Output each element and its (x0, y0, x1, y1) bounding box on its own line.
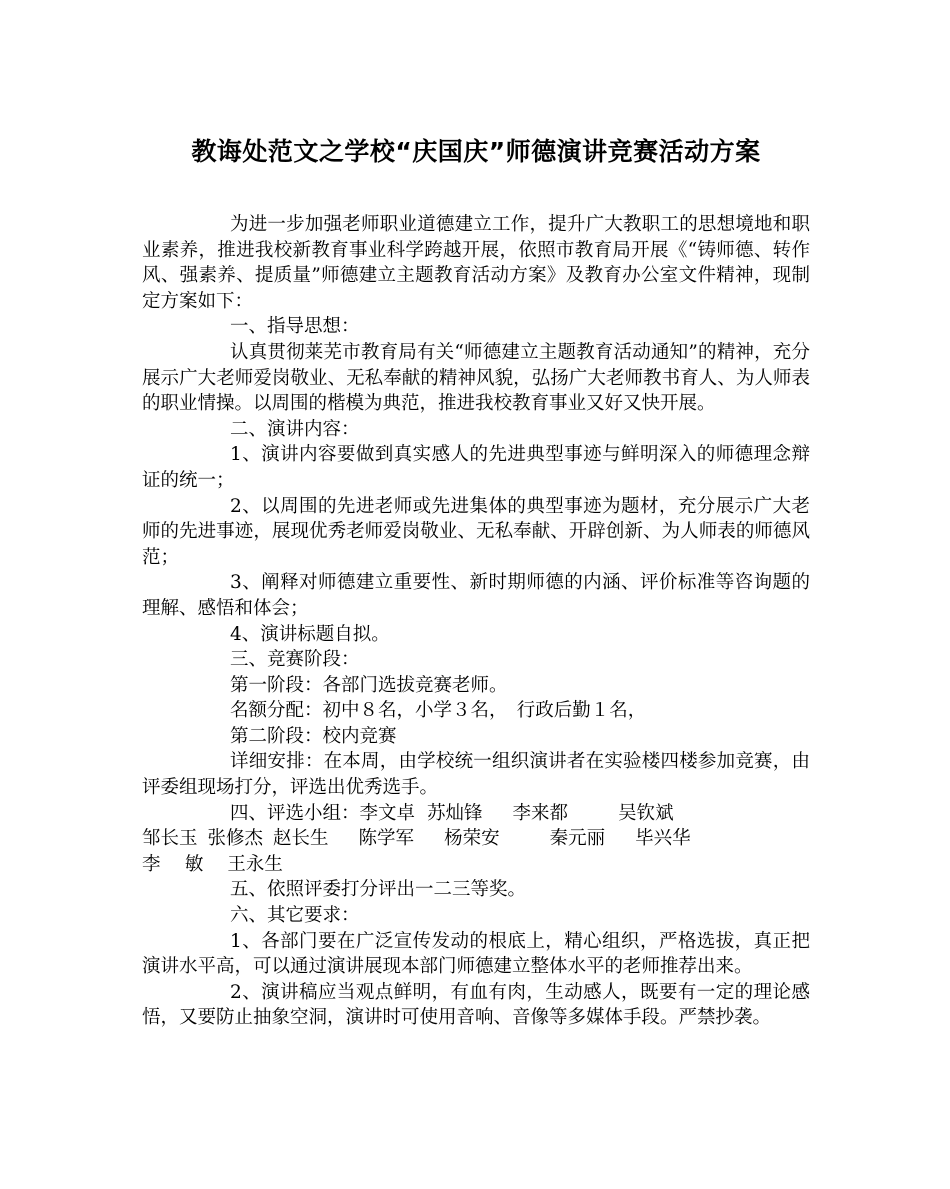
requirement-2: 2、演讲稿应当观点鲜明，有血有肉，生动感人，既要有一定的理论感悟，又要防止抽象空洞，演讲时可使用音响、音像等多媒体手段。严禁抄袭。 (142, 981, 810, 1029)
requirement-1: 1、各部门要在广泛宣传发动的根底上，精心组织，严格选拔，真正把演讲水平高，可以通过演讲展现本部门师德建立整体水平的老师推荐出来。 (142, 930, 810, 978)
judge-name: 王永生 (227, 853, 283, 875)
speech-content-item-1: 1、演讲内容要做到真实感人的先进典型事迹与鲜明深入的师德理念辩证的统一； (142, 444, 810, 491)
judges-line-1 (142, 801, 810, 827)
judge-name: 秦元丽 (549, 828, 606, 850)
quota-allocation: 名额分配：初中８名，小学３名， 行政后勤１名， (230, 700, 647, 722)
document-body (142, 212, 810, 1031)
judge-name: 李来都 (512, 802, 569, 824)
judge-name: 苏灿锋 (427, 802, 483, 824)
judge-name: 李文卓 (359, 802, 416, 824)
judges-line-2 (142, 826, 810, 852)
judges-label: 四、评选小组： (230, 802, 360, 824)
judge-name: 毕兴华 (635, 828, 691, 850)
speech-content-item-4: 4、演讲标题自拟。 (230, 623, 390, 645)
judge-name: 邹长玉 (142, 828, 198, 850)
section-heading-other-requirements: 六、其它要求： (230, 905, 360, 927)
section-heading-competition-stages: 三、竞赛阶段： (230, 649, 360, 671)
guiding-thought-paragraph: 认真贯彻莱芜市教育局有关“师德建立主题教育活动通知”的精神，充分展示广大老师爱岗敬业、无私奉献的精神风貌，弘扬广大老师教书育人、为人师表的职业情操。以周围的楷模为典范，推进我校教育事业又好又快开展。 (142, 341, 810, 415)
judge-name: 吴钦斌 (618, 802, 674, 824)
stage-one: 第一阶段：各部门选拔竞赛老师。 (230, 674, 508, 696)
judge-name: 杨荣安 (444, 828, 500, 850)
stage-two: 第二阶段：校内竞赛 (230, 725, 397, 747)
judge-name: 李 敏 (142, 853, 204, 875)
intro-paragraph: 为进一步加强老师职业道德建立工作，提升广大教职工的思想境地和职业素养，推进我校新教育事业科学跨越开展，依照市教育局开展《“铸师德、转作风、强素养、提质量”师德建立主题教育活动方案》及教育办公室文件精神，现制定方案如下： (142, 214, 810, 312)
awards-paragraph: 五、依照评委打分评出一二三等奖。 (230, 879, 527, 901)
judge-name: 张修杰 (207, 828, 264, 850)
speech-content-item-3: 3、阐释对师德建立重要性、新时期师德的内涵、评价标准等咨询题的理解、感悟和体会； (142, 572, 810, 619)
judge-name: 赵长生 (273, 828, 329, 850)
section-heading-speech-content: 二、演讲内容： (230, 418, 360, 440)
document-page (142, 132, 810, 1031)
judge-name: 陈学军 (358, 828, 415, 850)
document-title: 教诲处范文之学校“庆国庆”师德演讲竞赛活动方案 (191, 137, 761, 166)
speech-content-item-2: 2、以周围的先进老师或先进集体的典型事迹为题材，充分展示广大老师的先进事迹，展现优秀老师爱岗敬业、无私奉献、开辟创新、为人师表的师德风范； (142, 495, 810, 568)
section-heading-guiding-thought: 一、指导思想： (230, 316, 360, 338)
detailed-arrangement: 详细安排：在本周，由学校统一组织演讲者在实验楼四楼参加竞赛，由评委组现场打分，评选出优秀选手。 (142, 751, 810, 799)
judges-line-3 (142, 852, 810, 878)
